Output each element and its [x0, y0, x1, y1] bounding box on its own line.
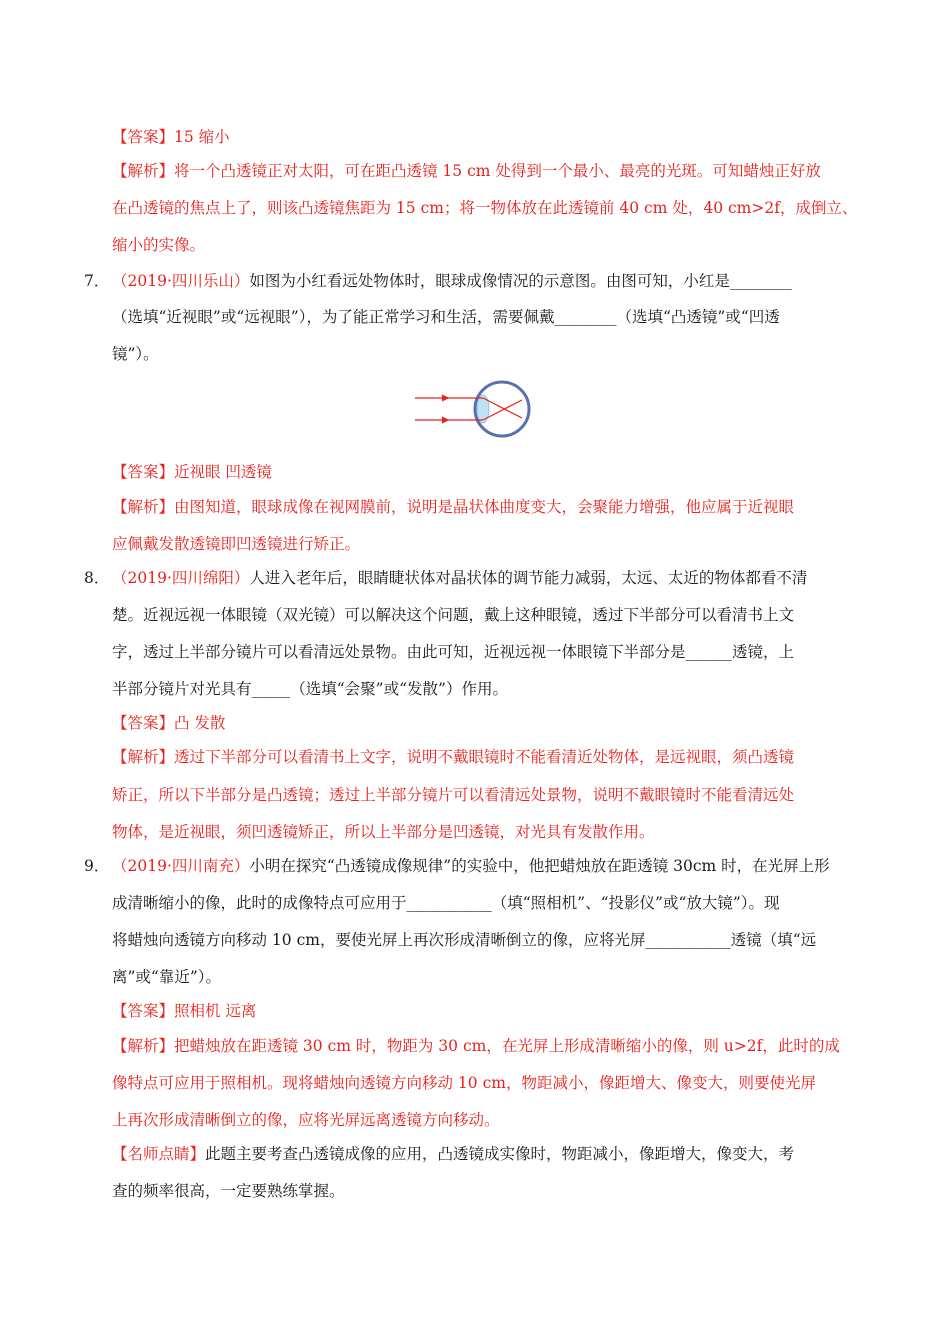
q9-analysis-line-3: 上再次形成清晰倒立的像，应将光屏远离透镜方向移动。 [112, 1111, 500, 1129]
q8-stem-line-3: 字，透过上半部分镜片可以看清远处景物。由此可知，近视远视一体眼镜下半部分是______透镜，上 [112, 643, 795, 661]
q8-analysis-line-1: 【解析】透过下半部分可以看清书上文字，说明不戴眼镜时不能看清近处物体，是远视眼，须凸透镜 [112, 748, 795, 766]
q9-analysis-line-1: 【解析】把蜡烛放在距透镜 30 cm 时，物距为 30 cm，在光屏上形成清晰缩小的像，则 u>2f，此时的成 [112, 1037, 840, 1055]
q8-analysis-line-3: 物体，是近视眼，须凹透镜矫正，所以上半部分是凹透镜，对光具有发散作用。 [112, 823, 655, 841]
q8-number: 8． [84, 569, 110, 587]
q9-tip-label: 【名师点睛】 [112, 1145, 206, 1163]
q8-stem-line-4: 半部分镜片对光具有_____（选填“会聚”或“发散”）作用。 [112, 680, 508, 698]
q7-analysis-line-1: 【解析】由图知道，眼球成像在视网膜前，说明是晶状体曲度变大，会聚能力增强，他应属于近视眼 [112, 498, 795, 516]
q9-answer: 【答案】照相机 远离 [112, 1002, 257, 1020]
q9-tip-text-1 [112, 1145, 794, 1163]
q9-stem-line-2: 成清晰缩小的像，此时的成像特点可应用于___________（填“照相机”、“投影仪”或“放大镜”）。现 [112, 894, 780, 912]
q9-number: 9． [84, 857, 110, 875]
q8-stem-text-1: 人进入老年后，眼睛睫状体对晶状体的调节能力减弱，太远、太近的物体都看不清 [249, 569, 808, 587]
q7-answer: 【答案】近视眼 凹透镜 [112, 463, 272, 481]
q9-analysis-line-2: 像特点可应用于照相机。现将蜡烛向透镜方向移动 10 cm，物距减小，像距增大、像变大，则要使光屏 [112, 1074, 816, 1092]
q9-tip-line-1 [112, 1144, 794, 1164]
prev-answer: 【答案】15 缩小 [112, 128, 230, 146]
eye-lens [477, 395, 489, 423]
q7-analysis-line-2: 应佩戴发散透镜即凹透镜进行矫正。 [112, 535, 361, 553]
q8-stem-line-1 [112, 568, 807, 588]
q7-stem-text-1: 如图为小红看远处物体时，眼球成像情况的示意图。由图可知，小红是________ [249, 272, 792, 290]
q8-analysis-line-2: 矫正，所以下半部分是凸透镜；透过上半部分镜片可以看清远处景物，说明不戴眼镜时不能看清远处 [112, 786, 795, 804]
q8-source: （2019·四川绵阳） [112, 569, 250, 587]
q9-tip-body: 此题主要考查凸透镜成像的应用，凸透镜成实像时，物距减小，像距增大，像变大，考 [205, 1145, 795, 1163]
q9-tip-line-2: 查的频率很高，一定要熟练掌握。 [112, 1182, 345, 1200]
q7-number: 7． [84, 272, 110, 290]
q7-stem-line-3: 镜”）。 [112, 345, 159, 363]
q9-stem-line-3: 将蜡烛向透镜方向移动 10 cm，要使光屏上再次形成清晰倒立的像，应将光屏___________透镜（填“远 [112, 931, 817, 949]
q8-stem-line-2: 楚。近视远视一体眼镜（双光镜）可以解决这个问题，戴上这种眼镜，透过下半部分可以看清书上文 [112, 606, 795, 624]
q7-source: （2019·四川乐山） [112, 272, 250, 290]
q9-stem-line-1 [112, 856, 830, 876]
eye-diagram [410, 378, 535, 440]
q9-source: （2019·四川南充） [112, 857, 250, 875]
q7-stem-line-2: （选填“近视眼”或“远视眼”），为了能正常学习和生活，需要佩戴________（选填“凸透镜”或“凹透 [112, 308, 780, 326]
q8-answer: 【答案】凸 发散 [112, 714, 226, 732]
prev-analysis-line-1: 【解析】将一个凸透镜正对太阳，可在距凸透镜 15 cm 处得到一个最小、最亮的光斑。可知蜡烛正好放 [112, 162, 821, 180]
prev-analysis-line-2: 在凸透镜的焦点上了，则该凸透镜焦距为 15 cm；将一物体放在此透镜前 40 cm 处，40 cm>2f，成倒立、 [112, 199, 858, 217]
q7-stem-line-1 [112, 271, 792, 291]
q9-stem-text-1: 小明在探究“凸透镜成像规律”的实验中，他把蜡烛放在距透镜 30cm 时，在光屏上形 [249, 857, 830, 875]
q9-stem-line-4: 离”或“靠近”）。 [112, 968, 222, 986]
prev-analysis-line-3: 缩小的实像。 [112, 236, 206, 254]
